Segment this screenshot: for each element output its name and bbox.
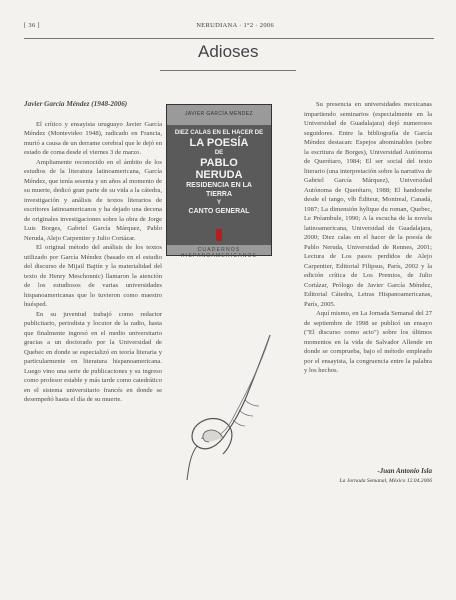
left-column bbox=[24, 100, 162, 405]
obituary-heading: Javier García Méndez (1948-2006) bbox=[24, 100, 128, 108]
book-title-line: Y bbox=[216, 200, 221, 206]
signature-source: La Jornada Semanal, México 12.04.2006 bbox=[339, 478, 432, 484]
signature-block bbox=[318, 466, 432, 486]
book-title-line: PABLO bbox=[200, 157, 238, 169]
book-title-line: NERUDA bbox=[195, 169, 243, 181]
paragraph: En su juventud trabajó como redactor publicitario, periodista y locutor de la radio, hasta que finalmente ingresó en el medio universitario gracias a un doctorado por la Universidad de Quebec en donde se especializó en teoría literaria y particularmente en literatura hispanoamericana. Luego vino una serie de publicaciones y su ingreso como profesor estable y más tarde como catedrático en el sistema universitario francés en donde se desempeñó hasta el día de su muerte. bbox=[24, 310, 162, 403]
book-title-line: TIERRA bbox=[205, 191, 233, 198]
paragraph: Ampliamente reconocido en el ámbito de los estudios de la literatura latinoamericana, García Méndez, que tenía sesenta y un años al momento de su muerte, dedicó gran parte de su vida a la cátedra, investigación y análisis de textos literarios de escritores latinoamericanos y ha dejado una decena de originales investigaciones sobre la obra de Jorge Luis Borges, Gabriel García Márquez, Pablo Neruda, Alejo Carpentier y Julio Cortázar. bbox=[24, 158, 162, 242]
paragraph: Aquí mismo, en La Jornada Semanal del 27 de septiembre de 1998 se publicó un ensayo ("El discurso como acto") sobre los últimos momentos en la vida de Salvador Allende en donde se comprueba, bajo el método empleado por el ensayista, la congruencia entre la palabra y los hechos. bbox=[304, 310, 432, 374]
signature-name: -Juan Antonio Isla bbox=[377, 467, 432, 475]
book-title-line: DIEZ CALAS EN EL HACER DE bbox=[174, 130, 264, 136]
book-cover-title bbox=[167, 129, 271, 216]
section-title: Adioses bbox=[198, 42, 259, 61]
running-header bbox=[24, 22, 434, 34]
book-title-line: LA POESÍA bbox=[189, 137, 249, 149]
right-column bbox=[304, 100, 432, 376]
book-cover-image bbox=[166, 104, 272, 259]
seashell-illustration bbox=[175, 330, 285, 490]
section-rule bbox=[160, 70, 296, 71]
page-number: [ 36 ] bbox=[24, 22, 40, 29]
paragraph: El crítico y ensayista uruguayo Javier García Méndez (Montevideo 1948), radicado en Francia, murió a causa de un derrame cerebral que le dejó en estado de coma desde el viernes 3 de marzo. bbox=[24, 120, 162, 156]
book-cover-emblem bbox=[216, 229, 222, 241]
book-cover-top-band bbox=[167, 105, 271, 125]
book-title-line: RESIDENCIA EN LA bbox=[186, 182, 252, 189]
header-rule bbox=[24, 38, 434, 39]
paragraph: Su presencia en universidades mexicanas impartiendo seminarios (especialmente en la Universidad de Guadalajara) dejó numerosos seguidores. Entre la bibliografía de García Méndez destacan: Espejos abominables (sobre la escritura de Borges), Universidad Autónoma de Querétaro, 1984; El ser social del texto literario (una interpretación sobre la narrativa de Gabriel García Márquez), Universidad Autónoma de Querétaro, 1988; El handonehe desde el tango, vlb Éditeur, Montreal, Canadá, 1987; La dimensión hylique du roman, Quebec, Le Préambule, 1990; A la escucha de la novela latinoamericana, Universidad de Guadalajara, 2000; Diez calas en el hacer de la poesía de Pablo Neruda, Universidad de Rennes, 2001; Lectura de Los pasos perdidos de Alejo Carpentier, Editorial Filipsus, París, 2002 y la edición crítica de Los Premios, de Julio Cortázar, Prólogo de Javier García Méndez, Editorial Cátedra, Letras Hispanoamericanas, París, 2005. bbox=[304, 101, 432, 308]
book-title-line: CANTO GENERAL bbox=[188, 208, 250, 215]
book-title-line: DE bbox=[214, 150, 224, 156]
book-cover-bottom-band bbox=[167, 245, 271, 259]
book-cover-author: JAVIER GARCÍA MÉNDEZ bbox=[185, 111, 253, 117]
running-head: NERUDIANA · 1°2 · 2006 bbox=[196, 22, 274, 29]
book-cover-publisher: CUADERNOS HISPANOAMERICANOS bbox=[180, 247, 258, 259]
section-banner bbox=[0, 42, 456, 72]
paragraph: El original método del análisis de los textos utilizado por García Méndez (basado en el estudio del discurso de Mijail Bajtín y la materialidad del texto de Henry Meschonnic) llamaron la atención de los estudiosos de varias universidades hispanoamericanas que lo tuvieron como maestro huésped. bbox=[24, 244, 162, 308]
